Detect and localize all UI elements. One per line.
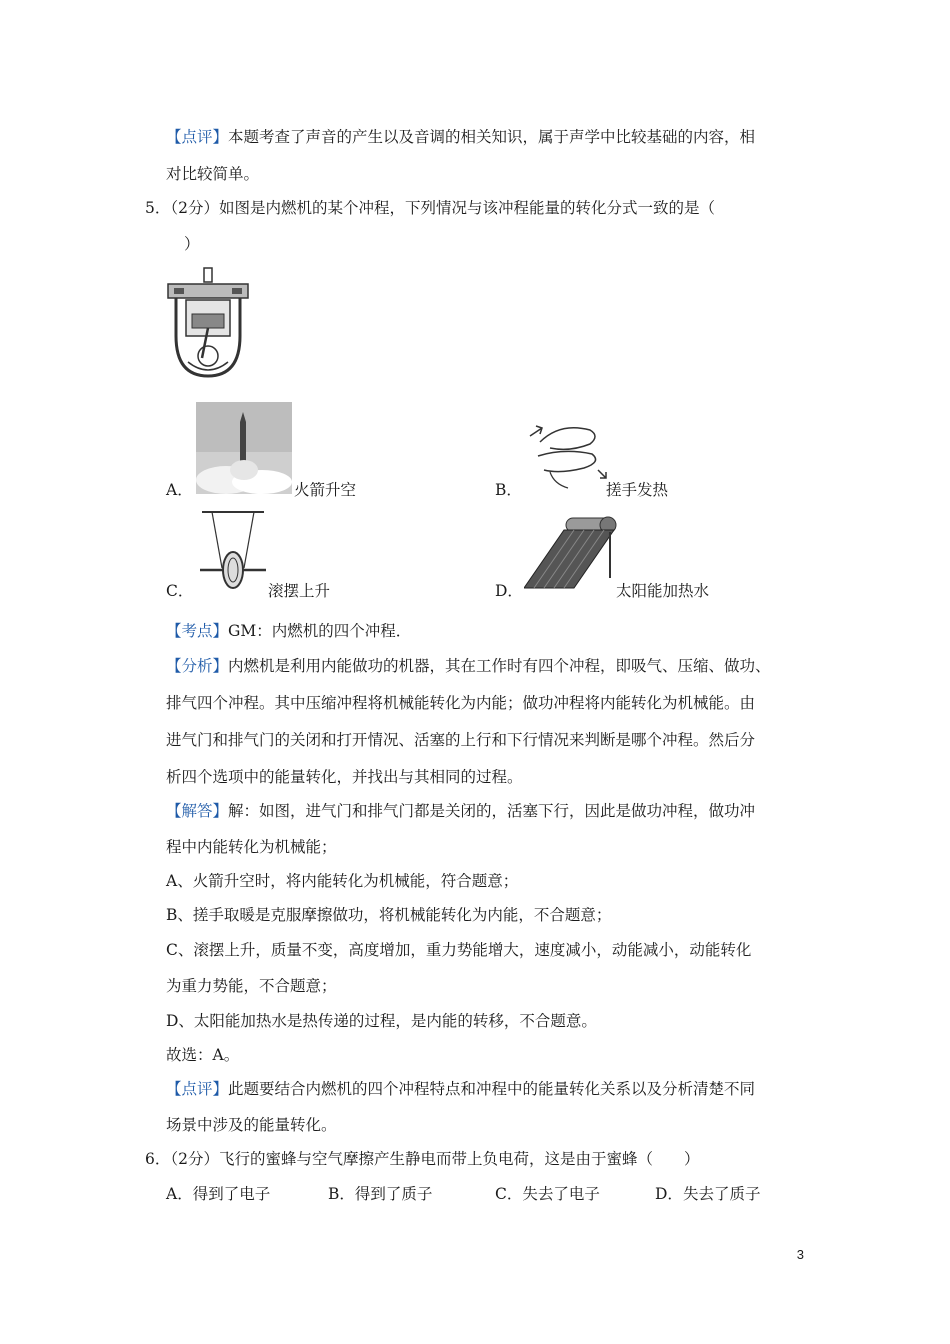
question-6-stem [145, 1148, 700, 1170]
jieda [166, 800, 755, 822]
fenxi-line: 排气四个冲程。其中压缩冲程将机械能转化为内能；做功冲程将内能转化为机械能。由 [166, 694, 756, 712]
q6-option-b [328, 1183, 432, 1205]
jieda-line: 程中内能转化为机械能； [166, 838, 337, 856]
option-a-caption: 火箭升空 [294, 481, 357, 499]
option-b-letter: B． [495, 481, 522, 499]
kaodian-text: GM：内燃机的四个冲程． [228, 622, 412, 640]
review-tag: 【点评】 [166, 128, 229, 146]
jieda-line: A、火箭升空时，将内能转化为机械能，符合题意； [166, 872, 519, 890]
jieda-line: 解：如图，进气门和排气门都是关闭的，活塞下行，因此是做功冲程，做功冲 [228, 802, 756, 820]
question-number: 5． [145, 199, 171, 217]
fenxi-tag: 【分析】 [166, 657, 229, 675]
dianping-tag: 【点评】 [166, 1080, 229, 1098]
option-c-caption: 滚摆上升 [268, 582, 331, 600]
option-d-caption: 太阳能加热水 [616, 582, 710, 600]
option-c-letter: C． [166, 582, 194, 600]
maxwell-pendulum-image [198, 508, 268, 592]
jieda-line: 故选：A。 [166, 1046, 240, 1064]
kaodian [166, 620, 411, 642]
solar-water-heater-image [524, 514, 620, 590]
jieda-line: 为重力势能，不合题意； [166, 977, 337, 995]
fenxi-line: 内燃机是利用内能做功的机器，其在工作时有四个冲程，即吸气、压缩、做功、 [228, 657, 771, 675]
fenxi [166, 655, 771, 677]
q6-option-a [166, 1183, 270, 1205]
page-number: 3 [796, 1247, 804, 1262]
option-letter: B． [328, 1185, 355, 1203]
dianping-line: 此题要结合内燃机的四个冲程特点和冲程中的能量转化关系以及分析清楚不同 [228, 1080, 756, 1098]
rocket-launch-image [196, 402, 292, 494]
engine-diagram [166, 266, 250, 380]
option-text: 得到了电子 [192, 1185, 271, 1203]
jieda-line: B、搓手取暖是克服摩擦做功，将机械能转化为内能，不合题意； [166, 906, 612, 924]
option-d-letter: D． [495, 582, 523, 600]
option-text: 得到了质子 [354, 1185, 433, 1203]
question-text: （2分）飞行的蜜蜂与空气摩擦产生静电而带上负电荷，这是由于蜜蜂（ ） [170, 1150, 700, 1168]
option-letter: A． [166, 1185, 193, 1203]
option-letter: D． [655, 1185, 683, 1203]
jieda-tag: 【解答】 [166, 802, 229, 820]
question-number: 6． [145, 1150, 171, 1168]
q6-option-d [655, 1183, 760, 1205]
question-5-stem-cont: ） [184, 235, 200, 253]
question-text: （2分）如图是内燃机的某个冲程，下列情况与该冲程能量的转化分式一致的是（ [170, 199, 715, 217]
option-letter: C． [495, 1185, 523, 1203]
kaodian-tag: 【考点】 [166, 622, 229, 640]
rubbing-hands-image [520, 412, 610, 492]
jieda-line: D、太阳能加热水是热传递的过程，是内能的转移，不合题意。 [166, 1012, 597, 1030]
option-text: 失去了电子 [522, 1185, 600, 1203]
q6-option-c [495, 1183, 600, 1205]
question-5-stem [145, 197, 715, 219]
prev-review [166, 126, 755, 148]
fenxi-line: 进气门和排气门的关闭和打开情况、活塞的上行和下行情况来判断是哪个冲程。然后分 [166, 731, 756, 749]
jieda-line: C、滚摆上升，质量不变，高度增加，重力势能增大，速度减小，动能减小，动能转化 [166, 941, 752, 959]
option-a-letter: A． [166, 481, 193, 499]
dianping-line: 场景中涉及的能量转化。 [166, 1116, 337, 1134]
dianping [166, 1078, 755, 1100]
fenxi-line: 析四个选项中的能量转化，并找出与其相同的过程。 [166, 768, 523, 786]
review-text: 本题考查了声音的产生以及音调的相关知识，属于声学中比较基础的内容，相 [228, 128, 756, 146]
option-text: 失去了质子 [682, 1185, 761, 1203]
option-b-caption: 搓手发热 [606, 481, 669, 499]
prev-review-cont: 对比较简单。 [166, 165, 260, 183]
